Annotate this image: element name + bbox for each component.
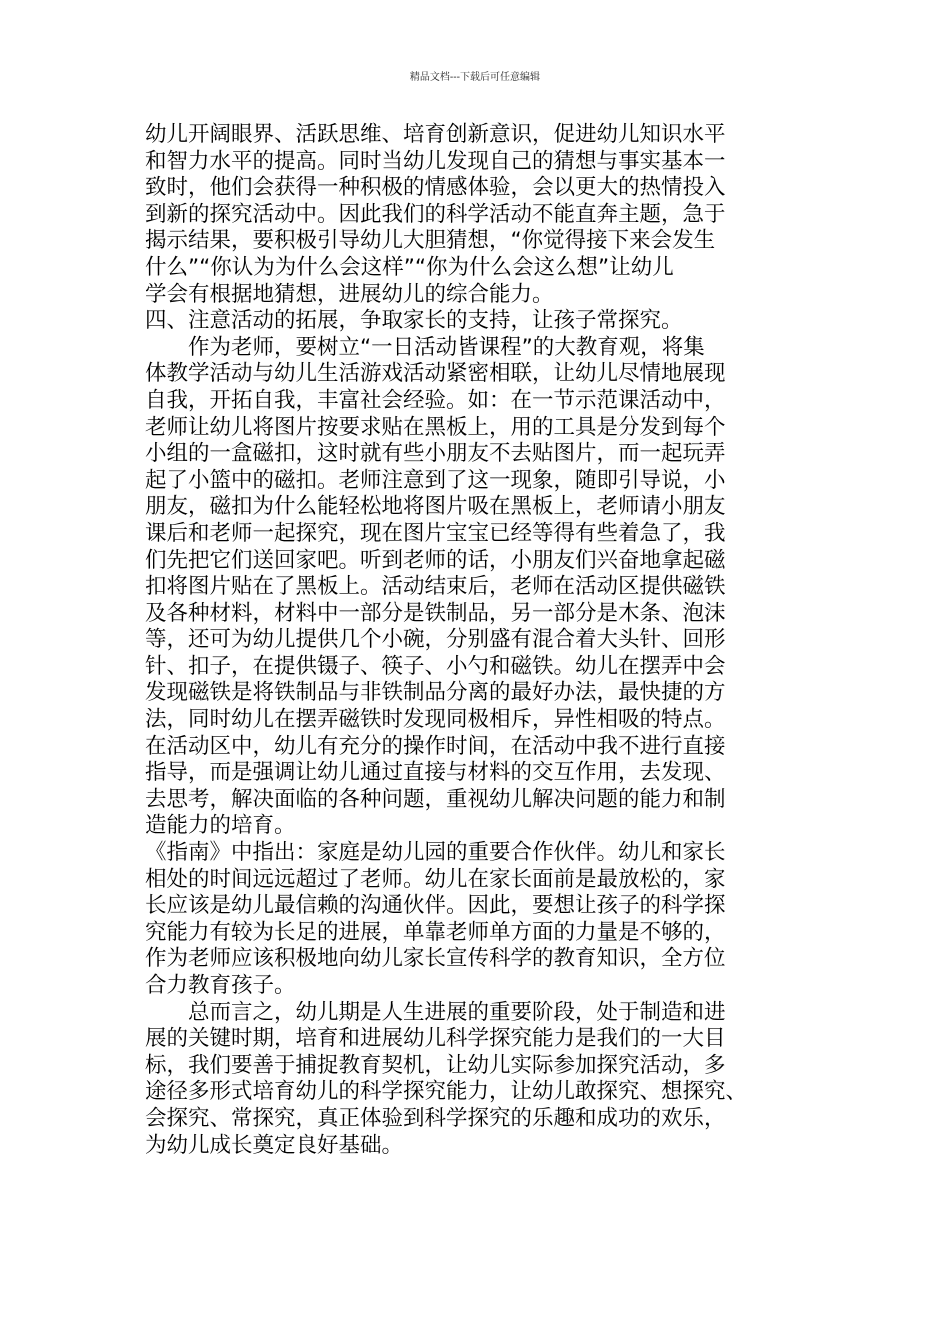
text-line: 等，还可为幼儿提供几个小碗，分别盛有混合着大头针、回形 <box>145 627 726 653</box>
text-line: 老师让幼儿将图片按要求贴在黑板上，用的工具是分发到每个 <box>145 414 726 440</box>
text-line: 作为老师，要树立“一日活动皆课程”的大教育观，将集 <box>145 334 705 360</box>
text-line: 指导，而是强调让幼儿通过直接与材料的交互作用，去发现、 <box>145 760 726 786</box>
text-line: 致时，他们会获得一种积极的情感体验，会以更大的热情投入 <box>145 175 726 201</box>
text-line: 自我，开拓自我，丰富社会经验。如：在一节示范课活动中， <box>145 387 726 413</box>
text-line: 展的关键时期，培育和进展幼儿科学探究能力是我们的一大目 <box>145 1026 726 1052</box>
text-line: 课后和老师一起探究，现在图片宝宝已经等得有些着急了，我 <box>145 520 726 546</box>
text-line: 长应该是幼儿最信赖的沟通伙伴。因此，要想让孩子的科学探 <box>145 893 726 919</box>
text-line: 法，同时幼儿在摆弄磁铁时发现同极相斥，异性相吸的特点。 <box>145 707 726 733</box>
text-line: 朋友，磁扣为什么能轻松地将图片吸在黑板上，老师请小朋友 <box>145 494 726 520</box>
text-line: 相处的时间远远超过了老师。幼儿在家长面前是最放松的，家 <box>145 866 726 892</box>
page-header: 精品文档---下载后可任意编辑 <box>409 72 541 83</box>
text-line: 学会有根据地猜想，进展幼儿的综合能力。 <box>145 281 554 307</box>
text-line: 揭示结果，要积极引导幼儿大胆猜想，“你觉得接下来会发生 <box>145 228 716 254</box>
text-line: 《指南》中指出：家庭是幼儿园的重要合作伙伴。幼儿和家长 <box>145 840 726 866</box>
section-heading: 四、注意活动的拓展，争取家长的支持，让孩子常探究。 <box>145 308 683 334</box>
text-line: 途径多形式培育幼儿的科学探究能力，让幼儿敢探究、想探究、 <box>145 1079 748 1105</box>
text-line: 幼儿开阔眼界、活跃思维、培育创新意识，促进幼儿知识水平 <box>145 122 726 147</box>
text-line: 会探究、常探究，真正体验到科学探究的乐趣和成功的欢乐， <box>145 1105 726 1131</box>
text-line: 总而言之，幼儿期是人生进展的重要阶段，处于制造和进 <box>145 999 726 1025</box>
text-line: 针、扣子，在提供镊子、筷子、小勺和磁铁。幼儿在摆弄中会 <box>145 653 726 679</box>
text-line: 体教学活动与幼儿生活游戏活动紧密相联，让幼儿尽情地展现 <box>145 361 726 387</box>
text-line: 到新的探究活动中。因此我们的科学活动不能直奔主题，急于 <box>145 201 726 227</box>
text-line: 造能力的培育。 <box>145 813 296 839</box>
text-line: 们先把它们送回家吧。听到老师的话，小朋友们兴奋地拿起磁 <box>145 547 726 573</box>
text-line: 标，我们要善于捕捉教育契机，让幼儿实际参加探究活动，多 <box>145 1052 726 1078</box>
text-line: 扣将图片贴在了黑板上。活动结束后，老师在活动区提供磁铁 <box>145 574 726 600</box>
text-line: 什么”“你认为为什么会这样”“你为什么会这么想”让幼儿 <box>145 254 674 280</box>
text-line: 起了小篮中的磁扣。老师注意到了这一现象，随即引导说，小 <box>145 467 726 493</box>
text-line: 小组的一盒磁扣，这时就有些小朋友不去贴图片，而一起玩弄 <box>145 441 726 467</box>
document-body <box>145 122 825 1159</box>
text-line: 为幼儿成长奠定良好基础。 <box>145 1132 404 1158</box>
text-line: 在活动区中，幼儿有充分的操作时间，在活动中我不进行直接 <box>145 733 726 759</box>
text-line: 及各种材料，材料中一部分是铁制品，另一部分是木条、泡沫 <box>145 600 726 626</box>
text-line: 合力教育孩子。 <box>145 973 296 998</box>
text-line: 作为老师应该积极地向幼儿家长宣传科学的教育知识，全方位 <box>145 946 726 972</box>
text-line: 究能力有较为长足的进展，单靠老师单方面的力量是不够的， <box>145 919 726 945</box>
text-line: 去思考，解决面临的各种问题，重视幼儿解决问题的能力和制 <box>145 786 726 812</box>
text-line: 和智力水平的提高。同时当幼儿发现自己的猜想与事实基本一 <box>145 148 726 174</box>
text-line: 发现磁铁是将铁制品与非铁制品分离的最好办法，最快捷的方 <box>145 680 726 706</box>
